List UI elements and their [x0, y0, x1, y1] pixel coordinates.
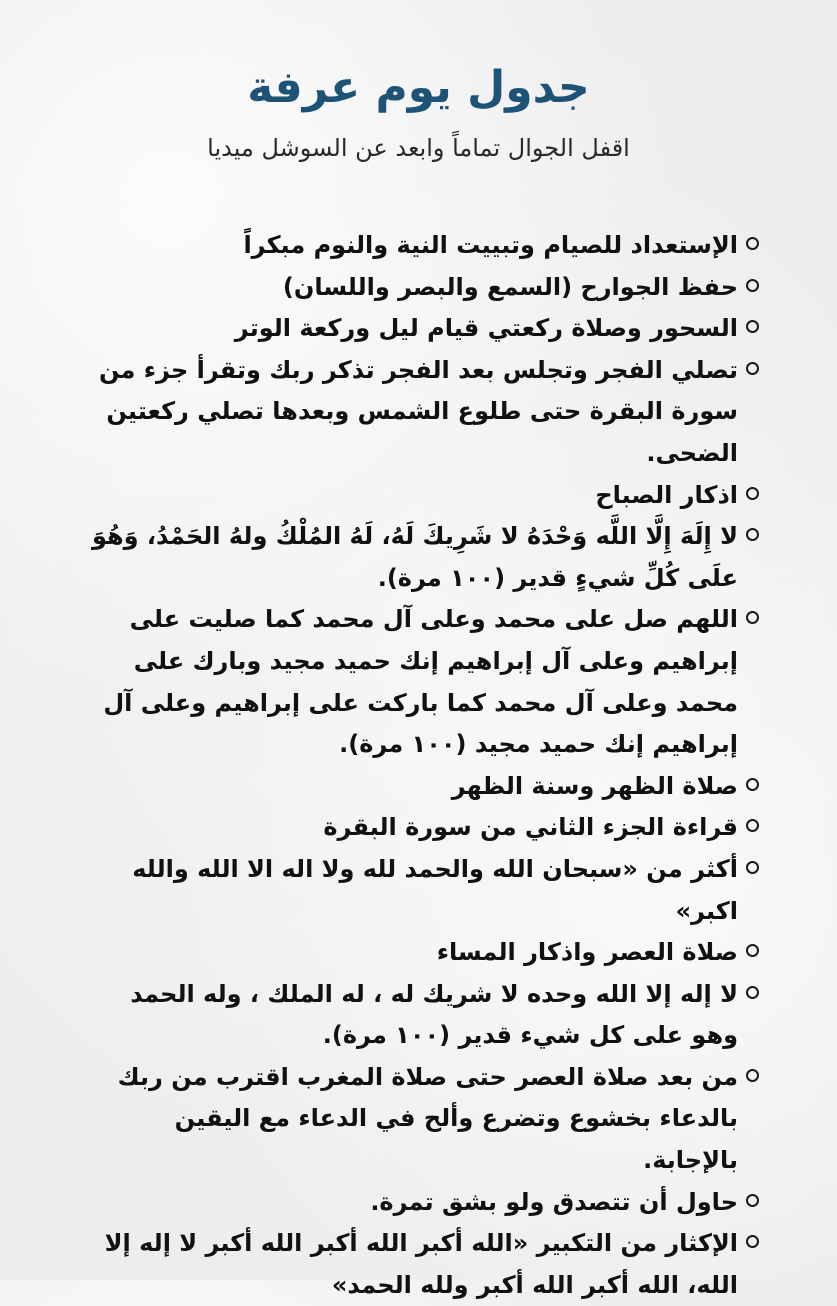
circle-outline-icon	[746, 1194, 759, 1207]
list-item-text: حاول أن تتصدق ولو بشق تمرة.	[370, 1187, 738, 1216]
checklist	[79, 225, 759, 1306]
list-item-text: حفظ الجوارح (السمع والبصر واللسان)	[282, 272, 738, 301]
circle-outline-icon	[746, 944, 759, 957]
list-item-text: لا إله إلا الله وحده لا شريك له ، له الملك ، وله الحمد وهو على كل شيء قدير (١٠٠ مرة).	[130, 979, 738, 1050]
list-item-text: اذكار الصباح	[595, 480, 738, 509]
list-item-text: الإكثار من التكبير «الله أكبر الله أكبر الله أكبر لا إله إلا الله، الله أكبر الله أكبر ولله الحمد»	[104, 1229, 738, 1299]
circle-outline-icon	[746, 611, 759, 624]
page-title: جدول يوم عرفة	[247, 62, 590, 113]
circle-outline-icon	[746, 778, 759, 791]
page-subtitle: اقفل الجوال تماماً وابعد عن السوشل ميديا	[207, 134, 630, 162]
circle-outline-icon	[746, 861, 759, 874]
circle-outline-icon	[746, 487, 759, 500]
list-item-text: صلاة الظهر وسنة الظهر	[451, 771, 738, 800]
circle-outline-icon	[746, 279, 759, 292]
list-item	[79, 350, 759, 475]
list-item-text: السحور وصلاة ركعتي قيام ليل وركعة الوتر	[234, 314, 738, 343]
list-item	[79, 807, 759, 849]
list-item	[79, 267, 759, 309]
circle-outline-icon	[746, 320, 759, 333]
list-item-text: من بعد صلاة العصر حتى صلاة المغرب اقترب من ربك بالدعاء بخشوع وتضرع وألح في الدعاء مع اليقين بالإجابة.	[117, 1062, 738, 1175]
list-item-text: لا إِلَهَ إِلَّا اللَّه وَحْدَهُ لا شَرِيكَ لَهُ، لَهُ المُلْكُ ولهُ الحَمْدُ، وَهُوَ علَى كُلِّ شيءٍ قدير (١٠٠ مرة).	[91, 522, 738, 592]
circle-outline-icon	[746, 528, 759, 541]
circle-outline-icon	[746, 362, 759, 375]
list-item	[79, 1057, 759, 1182]
list-item-text: قراءة الجزء الثاني من سورة البقرة	[323, 813, 738, 842]
list-item	[79, 766, 759, 808]
list-item-text: الإستعداد للصيام وتبييت النية والنوم مبكراً	[243, 231, 738, 259]
circle-outline-icon	[746, 237, 759, 250]
list-item	[79, 225, 759, 267]
circle-outline-icon	[746, 986, 759, 999]
list-item-text: صلاة العصر واذكار المساء	[436, 938, 738, 967]
list-item-text: أكثر من «سبحان الله والحمد لله ولا اله الا الله والله اكبر»	[132, 854, 738, 925]
circle-outline-icon	[746, 819, 759, 832]
list-item-text: اللهم صل على محمد وعلى آل محمد كما صليت على إبراهيم وعلى آل إبراهيم إنك حميد مجيد وبارك على محمد وعلى آل محمد كما باركت على إبراهيم وعلى آل إبراهيم إنك حميد مجيد (١٠٠ مرة).	[103, 605, 738, 759]
list-item	[79, 849, 759, 932]
list-item	[79, 932, 759, 974]
list-item	[79, 516, 759, 599]
list-item-text: تصلي الفجر وتجلس بعد الفجر تذكر ربك وتقرأ جزء من سورة البقرة حتى طلوع الشمس وبعدها تصلي ركعتين الضحى.	[98, 355, 738, 467]
list-item	[79, 308, 759, 350]
list-item	[79, 974, 759, 1057]
circle-outline-icon	[746, 1235, 759, 1248]
circle-outline-icon	[746, 1069, 759, 1082]
list-item	[79, 1182, 759, 1224]
list-item	[79, 1223, 759, 1306]
list-item	[79, 599, 759, 765]
list-item	[79, 475, 759, 517]
